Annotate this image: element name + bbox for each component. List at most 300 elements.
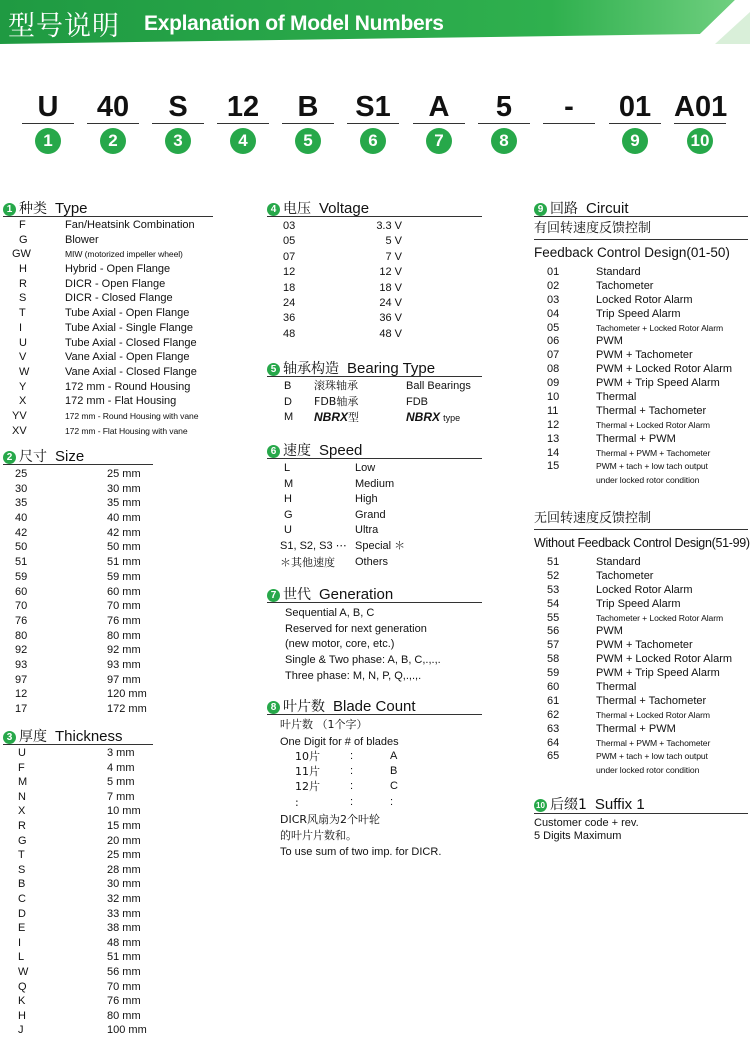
row-code: W	[19, 365, 30, 378]
row-desc: 97 mm	[107, 673, 141, 686]
row-desc: PWM	[596, 335, 623, 348]
circuit-row	[547, 294, 750, 308]
model-code-number-badge: 6	[360, 128, 386, 154]
row-desc: 5 mm	[107, 776, 135, 789]
bearing-en: type	[443, 413, 461, 423]
suffix-line-2: 5 Digits Maximum	[534, 830, 622, 842]
circuit-row	[547, 335, 750, 349]
bearing-row	[284, 395, 484, 411]
section-divider	[267, 602, 482, 603]
section-title-en: Suffix 1	[594, 796, 645, 813]
row-code: D	[18, 907, 26, 920]
row-code: GW	[12, 248, 31, 261]
circuit-row	[547, 363, 750, 377]
row-separator: :	[350, 750, 354, 762]
feedback-title-en: Feedback Control Design(01-50)	[534, 245, 730, 260]
row-code: 54	[547, 597, 560, 610]
row-code: 59	[547, 667, 560, 680]
size-row	[0, 496, 220, 511]
row-code: 51	[15, 556, 28, 569]
row-code: H	[19, 263, 27, 276]
row-desc: 25 mm	[107, 849, 141, 862]
type-row	[0, 336, 220, 351]
row-code: 11片	[295, 765, 320, 779]
blade-note-3: To use sum of two imp. for DICR.	[280, 846, 442, 858]
row-desc: A	[390, 750, 398, 762]
number-badge: 6	[267, 445, 280, 458]
circuit-row	[547, 447, 750, 461]
blade-note-2: 的叶片片数和。	[280, 829, 357, 842]
number-badge: 9	[534, 203, 547, 216]
section-title-en: Voltage	[319, 200, 370, 217]
bearing-table	[284, 379, 484, 426]
blade-line-1: 叶片数 （1个字）	[280, 718, 368, 731]
bearing-code: D	[284, 395, 292, 408]
model-code-underline	[413, 123, 465, 124]
thickness-row	[0, 965, 220, 980]
row-desc: Tachometer	[596, 279, 654, 292]
type-row	[0, 424, 220, 439]
voltage-row	[280, 219, 480, 234]
row-desc: Thermal + Tachometer	[596, 404, 707, 417]
circuit-row	[547, 391, 750, 405]
generation-line: Single & Two phase: A, B, C,.,.,.	[285, 654, 441, 667]
voltage-row	[280, 281, 480, 296]
row-code: G	[284, 508, 293, 521]
thickness-row	[0, 921, 220, 936]
generation-line: Sequential A, B, C	[285, 607, 375, 619]
section-title-en: Size	[55, 448, 85, 465]
row-desc: Standard	[596, 556, 641, 568]
row-code: 64	[547, 736, 560, 749]
row-code: 10	[547, 391, 560, 404]
row-code: 05	[283, 235, 296, 248]
type-table	[0, 218, 220, 438]
size-row	[0, 467, 220, 482]
model-code-segment: -	[564, 91, 574, 123]
section-title-cn: 叶片数	[283, 699, 325, 715]
header-banner	[0, 0, 750, 44]
voltage-row	[280, 311, 480, 326]
blade-row	[295, 795, 495, 810]
section-generation-header	[267, 584, 393, 604]
size-row	[0, 687, 220, 702]
row-desc: Grand	[355, 508, 386, 521]
row-code: 10片	[295, 750, 320, 763]
bearing-code: M	[284, 411, 294, 423]
thickness-row	[0, 804, 220, 819]
row-desc: Fan/Heatsink Combination	[65, 219, 195, 231]
thickness-row	[0, 863, 220, 878]
row-desc: 59 mm	[107, 570, 141, 583]
type-row	[0, 262, 220, 277]
number-badge: 4	[267, 203, 280, 216]
row-desc: 80 mm	[107, 629, 141, 642]
circuit-row	[547, 266, 750, 280]
row-desc: Low	[355, 462, 376, 474]
row-desc: DICR - Open Flange	[65, 277, 166, 290]
circuit-row	[547, 460, 750, 474]
row-code: 93	[15, 658, 28, 671]
section-speed-header	[267, 440, 362, 460]
row-desc: 172 mm - Round Housing	[65, 380, 191, 393]
row-code: T	[18, 849, 25, 862]
section-divider	[3, 464, 153, 465]
row-code: 56	[547, 625, 560, 638]
circuit-row	[547, 419, 750, 433]
type-row	[0, 365, 220, 380]
row-desc: 30 mm	[107, 482, 141, 495]
size-row	[0, 702, 220, 717]
row-code: 40	[15, 512, 28, 525]
section-suffix-header	[534, 794, 645, 814]
row-desc: 3.3 V	[376, 220, 402, 232]
row-code: 61	[547, 694, 560, 707]
type-row	[0, 394, 220, 409]
row-desc: Tube Axial - Open Flange	[65, 307, 190, 320]
row-code: 11	[547, 404, 559, 417]
thickness-row	[0, 980, 220, 995]
thickness-row	[0, 746, 220, 761]
number-badge: 3	[3, 731, 16, 744]
row-desc: under locked rotor condition	[596, 475, 700, 486]
row-desc: Special ＊	[355, 539, 406, 552]
row-code: :	[295, 795, 299, 809]
row-desc: under locked rotor condition	[596, 765, 700, 776]
row-separator: :	[350, 795, 354, 808]
suffix-line-1: Customer code + rev.	[534, 817, 639, 829]
size-row	[0, 526, 220, 541]
type-row	[0, 380, 220, 395]
section-title-en: Thickness	[55, 728, 123, 745]
row-desc: Thermal + PWM	[596, 432, 676, 445]
section-title-en: Type	[55, 200, 88, 217]
thickness-row	[0, 1009, 220, 1024]
row-code: 14	[547, 446, 560, 459]
row-desc: PWM + Locked Rotor Alarm	[596, 363, 733, 376]
row-desc: Thermal	[596, 391, 637, 404]
row-desc: 70 mm	[107, 600, 141, 613]
model-code-segment: B	[297, 91, 319, 123]
row-desc: 32 mm	[107, 892, 141, 905]
model-code-underline	[87, 123, 139, 124]
section-divider	[3, 744, 153, 745]
row-code: R	[19, 277, 27, 290]
row-code: 70	[15, 600, 28, 613]
model-code-underline	[347, 123, 399, 124]
row-code: 08	[547, 363, 560, 376]
size-table	[0, 467, 220, 717]
row-desc: Locked Rotor Alarm	[596, 293, 693, 306]
voltage-row	[280, 327, 480, 342]
row-desc: 3 mm	[107, 747, 135, 759]
bearing-en: Ball Bearings	[406, 380, 471, 392]
row-code: K	[18, 995, 26, 1008]
row-desc: 51 mm	[107, 556, 141, 569]
model-code-underline	[609, 123, 661, 124]
section-divider	[534, 239, 748, 240]
row-desc: Thermal + PWM	[596, 722, 676, 735]
row-desc: PWM	[596, 625, 623, 638]
circuit-row	[547, 598, 750, 612]
row-desc: 56 mm	[107, 965, 141, 978]
row-separator: :	[350, 780, 354, 793]
row-desc: Thermal + Locked Rotor Alarm	[596, 709, 710, 720]
nbrx-brand-en: NBRX	[406, 410, 441, 424]
row-code: M	[284, 477, 294, 490]
row-code: F	[19, 219, 26, 231]
row-code: 52	[547, 569, 560, 582]
no-feedback-title-en: Without Feedback Control Design(51-99)	[534, 536, 750, 550]
thickness-row	[0, 936, 220, 951]
feedback-title-cn: 有回转速度反馈控制	[534, 221, 652, 236]
row-code: S1, S2, S3 ⋯	[280, 539, 347, 552]
voltage-table	[280, 219, 480, 342]
model-code-underline	[674, 123, 726, 124]
thickness-row	[0, 819, 220, 834]
generation-line: Three phase: M, N, P, Q,.,.,.	[285, 669, 422, 682]
row-code: 60	[547, 681, 560, 694]
model-code-underline	[22, 123, 74, 124]
row-desc: PWM + tach + low tach output	[596, 751, 708, 762]
type-row	[0, 321, 220, 336]
row-desc: Thermal	[596, 681, 637, 694]
thickness-row	[0, 834, 220, 849]
size-row	[0, 555, 220, 570]
bearing-en: FDB	[406, 395, 428, 408]
row-desc: 18 V	[379, 281, 402, 294]
type-row	[0, 306, 220, 321]
model-code-segment: A	[428, 91, 450, 123]
row-desc: Vane Axial - Closed Flange	[65, 365, 197, 378]
bearing-cn: 型	[348, 411, 360, 424]
row-code: R	[18, 819, 26, 832]
row-desc: Thermal + Tachometer	[596, 694, 707, 707]
row-code: 12	[283, 266, 296, 279]
model-code-number-badge: 9	[622, 128, 648, 154]
row-code: H	[284, 493, 292, 506]
row-desc: 5 V	[385, 235, 402, 248]
type-row	[0, 277, 220, 292]
row-code: S	[19, 292, 27, 305]
circuit-row	[547, 322, 750, 336]
number-badge: 1	[3, 203, 16, 216]
size-row	[0, 570, 220, 585]
row-code: L	[18, 951, 25, 964]
circuit-row	[547, 349, 750, 363]
section-title-en: Bearing Type	[347, 360, 436, 377]
model-code-segment: S	[168, 91, 188, 123]
type-row	[0, 409, 220, 424]
row-code: 03	[547, 293, 560, 306]
row-desc: 172 mm	[107, 703, 147, 715]
generation-line: Reserved for next generation	[285, 622, 427, 635]
blade-row	[295, 779, 495, 794]
section-title-cn: 回路	[550, 201, 578, 217]
page-title-en: Explanation of Model Numbers	[144, 12, 444, 35]
size-row	[0, 614, 220, 629]
feedback-circuit-table	[547, 266, 750, 488]
circuit-row	[547, 737, 750, 751]
row-code: Q	[18, 980, 27, 993]
section-title-en: Blade Count	[333, 698, 416, 715]
row-desc: 172 mm - Flat Housing with vane	[65, 425, 188, 436]
thickness-row	[0, 775, 220, 790]
row-desc: 60 mm	[107, 585, 141, 598]
row-desc: 4 mm	[107, 761, 135, 774]
row-desc: B	[390, 765, 398, 778]
size-row	[0, 643, 220, 658]
row-code: X	[18, 805, 26, 818]
thickness-row	[0, 848, 220, 863]
row-desc: Tachometer + Locked Rotor Alarm	[596, 322, 724, 333]
row-code: I	[19, 321, 23, 334]
section-type-header	[3, 198, 88, 218]
type-row	[0, 218, 220, 233]
row-code: V	[19, 351, 27, 364]
generation-text	[285, 606, 485, 684]
row-code: U	[19, 336, 27, 349]
thickness-row	[0, 877, 220, 892]
row-desc: 33 mm	[107, 907, 141, 920]
section-title-cn: 尺寸	[19, 449, 47, 465]
row-code: ＊其他速度	[280, 555, 335, 569]
section-title-cn: 厚度	[19, 729, 47, 745]
number-badge: 8	[267, 701, 280, 714]
size-row	[0, 482, 220, 497]
circuit-row	[547, 653, 750, 667]
row-desc: Others	[355, 555, 389, 568]
model-code-segment: 12	[226, 91, 260, 123]
section-title-cn: 后缀1	[550, 797, 587, 813]
circuit-row	[547, 280, 750, 294]
row-desc: 70 mm	[107, 980, 141, 993]
bearing-cn: FDB轴承	[314, 394, 359, 408]
row-desc: 15 mm	[107, 819, 141, 832]
row-code: 07	[547, 349, 560, 362]
row-code: 65	[547, 750, 560, 763]
section-thickness-header	[3, 726, 123, 746]
row-code: 12片	[295, 780, 320, 794]
size-row	[0, 540, 220, 555]
row-desc: DICR - Closed Flange	[65, 292, 173, 305]
circuit-row	[547, 639, 750, 653]
section-divider	[267, 714, 482, 715]
circuit-row	[547, 625, 750, 639]
speed-row	[280, 477, 480, 493]
circuit-row	[547, 709, 750, 723]
row-code: 13	[547, 432, 560, 445]
voltage-row	[280, 265, 480, 280]
row-code: 17	[15, 703, 28, 715]
row-code: 55	[547, 611, 560, 624]
thickness-row	[0, 892, 220, 907]
model-code-segment: S1	[355, 91, 391, 123]
row-desc: 28 mm	[107, 863, 141, 876]
row-desc: 30 mm	[107, 878, 141, 891]
row-desc: 100 mm	[107, 1024, 147, 1037]
speed-row	[280, 508, 480, 524]
row-code: 02	[547, 279, 560, 292]
speed-row	[280, 492, 480, 508]
speed-row	[280, 539, 480, 555]
row-code: J	[18, 1024, 24, 1037]
section-blade-header	[267, 696, 416, 716]
row-code: 59	[15, 570, 28, 583]
row-desc: Standard	[596, 266, 641, 278]
row-desc: 92 mm	[107, 644, 141, 657]
thickness-row	[0, 761, 220, 776]
generation-line: (new motor, core, etc.)	[285, 638, 395, 651]
row-desc: Trip Speed Alarm	[596, 307, 681, 320]
section-voltage-header	[267, 198, 369, 218]
blade-row	[295, 749, 495, 764]
blade-table	[295, 749, 495, 810]
row-desc: 25 mm	[107, 468, 141, 480]
size-row	[0, 629, 220, 644]
row-desc: Trip Speed Alarm	[596, 597, 681, 610]
row-code: 53	[547, 583, 560, 596]
row-desc: 80 mm	[107, 1009, 141, 1022]
row-code: 35	[15, 497, 28, 510]
no-feedback-circuit-table	[547, 556, 750, 778]
circuit-row	[547, 570, 750, 584]
voltage-row	[280, 296, 480, 311]
model-code-number-badge: 3	[165, 128, 191, 154]
bearing-code: B	[284, 380, 292, 392]
size-row	[0, 658, 220, 673]
row-code: 97	[15, 673, 28, 686]
circuit-row	[547, 681, 750, 695]
row-desc: 76 mm	[107, 995, 141, 1008]
speed-row	[280, 555, 480, 571]
row-desc: PWM + Tachometer	[596, 349, 693, 362]
blade-line-2: One Digit for # of blades	[280, 736, 399, 748]
circuit-row	[547, 556, 750, 570]
row-code: 05	[547, 321, 560, 334]
row-code: G	[18, 834, 27, 847]
circuit-row	[547, 750, 750, 764]
row-desc: PWM + Locked Rotor Alarm	[596, 653, 733, 666]
model-code-segment: 40	[96, 91, 130, 123]
size-row	[0, 511, 220, 526]
row-code: N	[18, 790, 26, 803]
speed-row	[280, 461, 480, 477]
voltage-row	[280, 250, 480, 265]
circuit-row	[547, 584, 750, 598]
model-code-number-badge: 2	[100, 128, 126, 154]
circuit-row	[547, 474, 750, 488]
section-divider	[534, 813, 748, 814]
row-code: 63	[547, 722, 560, 735]
row-desc: Tube Axial - Closed Flange	[65, 336, 197, 349]
bearing-row	[284, 379, 484, 395]
row-code: 04	[547, 307, 560, 320]
row-desc: PWM + tach + low tach output	[596, 461, 708, 472]
circuit-row	[547, 308, 750, 322]
section-bearing-header	[267, 358, 435, 378]
row-code: G	[19, 233, 28, 246]
row-desc: 172 mm - Flat Housing	[65, 395, 177, 408]
number-badge: 10	[534, 799, 547, 812]
nbrx-brand-cn: NBRX	[314, 410, 349, 424]
type-row	[0, 350, 220, 365]
section-circuit-header	[534, 198, 629, 218]
row-code: U	[284, 524, 292, 537]
section-title-en: Speed	[319, 442, 363, 459]
model-code-number-badge: 5	[295, 128, 321, 154]
model-code-number-badge: 7	[426, 128, 452, 154]
